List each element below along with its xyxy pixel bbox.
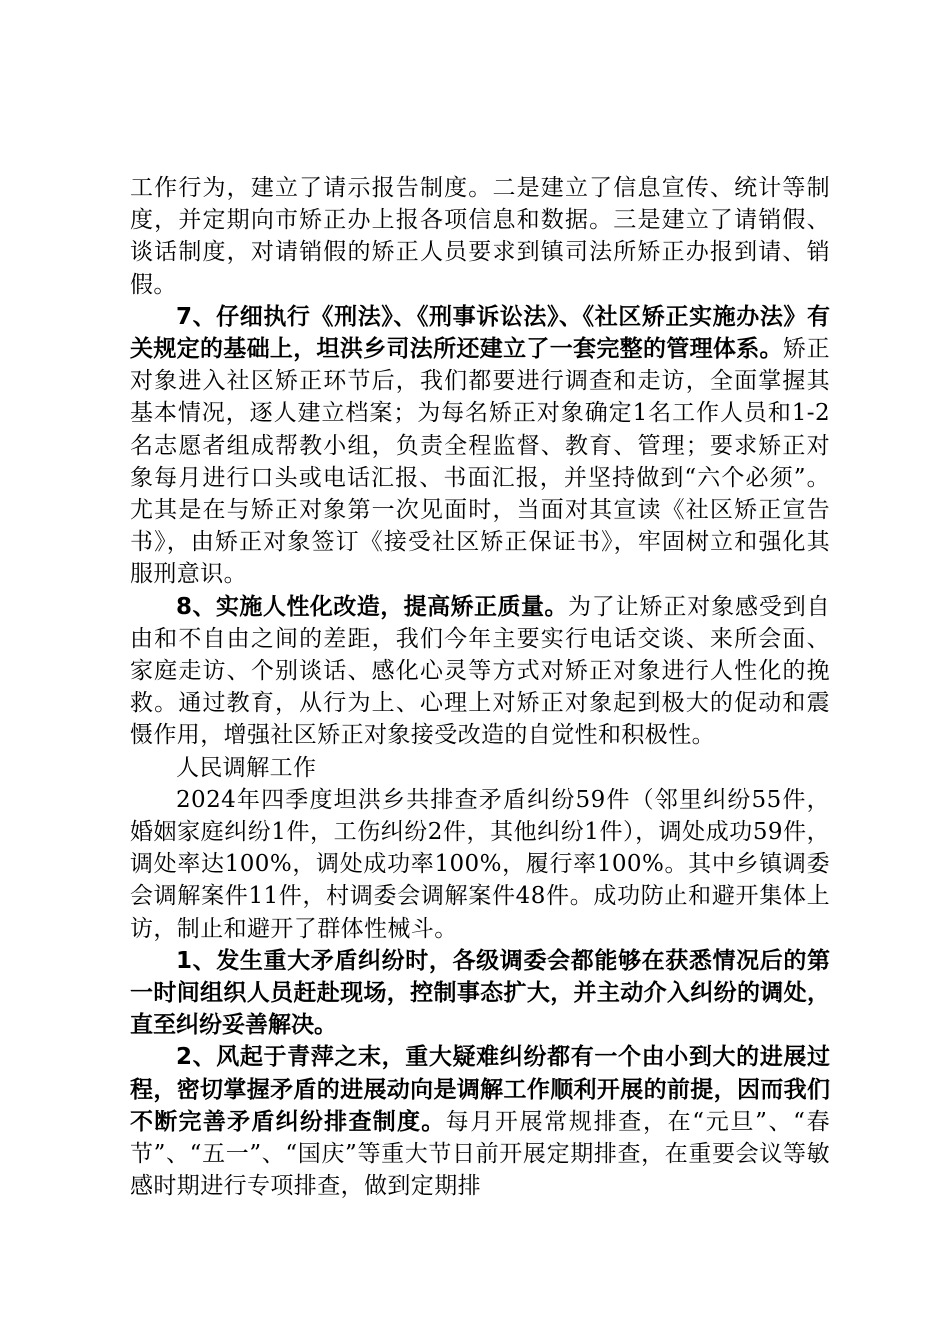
paragraph-item-7 <box>130 301 830 591</box>
paragraph-item-2 <box>130 1041 830 1202</box>
paragraph-lead: 1、发生重大矛盾纠纷时，各级调委会都能够在获悉情况后的第一时间组织人员赶赴现场，控制事态扩大，并主动介入纠纷的调处，直至纠纷妥善解决。 <box>130 947 830 1039</box>
paragraph-text: 为了让矫正对象感受到自由和不自由之间的差距，我们今年主要实行电话交谈、来所会面、家庭走访、个别谈话、感化心灵等方式对矫正对象进行人性化的挽救。通过教育，从行为上、心理上对矫正对象起到极大的促动和震慑作用，增强社区矫正对象接受改造的自觉性和积极性。 <box>130 593 830 749</box>
section-heading: 人民调解工作 <box>176 754 317 781</box>
paragraph-text: 每月开展常规排查，在“元旦”、“春节”、“五一”、“国庆”等重大节日前开展定期排查，在重要会议等敏感时期进行专项排查，做到定期排 <box>130 1108 831 1200</box>
paragraph-text: 2024年四季度坦洪乡共排查矛盾纠纷59件（邻里纠纷55件，婚姻家庭纠纷1件，工伤纠纷2件，其他纠纷1件），调处成功59件，调处率达100%，调处成功率100%，履行率100%。其中乡镇调委会调解案件11件，村调委会调解案件48件。成功防止和避开集体上访，制止和避开了群体性械斗。 <box>130 786 830 942</box>
paragraph-text: 矫正对象进入社区矫正环节后，我们都要进行调查和走访，全面掌握其基本情况，逐人建立档案；为每名矫正对象确定1名工作人员和1-2名志愿者组成帮教小组，负责全程监督、教育、管理；要求矫正对象每月进行口头或电话汇报、书面汇报，并坚持做到“六个必须”。尤其是在与矫正对象第一次见面时，当面对其宣读《社区矫正宣告书》，由矫正对象签订《接受社区矫正保证书》，牢固树立和强化其服刑意识。 <box>130 336 830 588</box>
document-body <box>130 172 830 1203</box>
paragraph-statistics <box>130 784 830 945</box>
paragraph-continued <box>130 172 830 301</box>
paragraph-item-8 <box>130 591 830 752</box>
paragraph-lead: 7、仔细执行《刑法》、《刑事诉讼法》、《社区矫正实施办法》有关规定的基础上，坦洪乡司法所还建立了一套完整的管理体系。 <box>130 303 830 363</box>
paragraph-item-1 <box>130 945 830 1042</box>
paragraph-lead: 2、风起于青萍之末，重大疑难纠纷都有一个由小到大的进展过程，密切掌握矛盾的进展动向是调解工作顺利开展的前提，因而我们不断完善矛盾纠纷排查制度。 <box>130 1044 830 1135</box>
paragraph-text: 工作行为，建立了请示报告制度。二是建立了信息宣传、统计等制度，并定期向市矫正办上报各项信息和数据。三是建立了请销假、谈话制度，对请销假的矫正人员要求到镇司法所矫正办报到请、销假。 <box>130 175 830 298</box>
paragraph-lead: 8、实施人性化改造，提高矫正质量。 <box>176 593 568 620</box>
